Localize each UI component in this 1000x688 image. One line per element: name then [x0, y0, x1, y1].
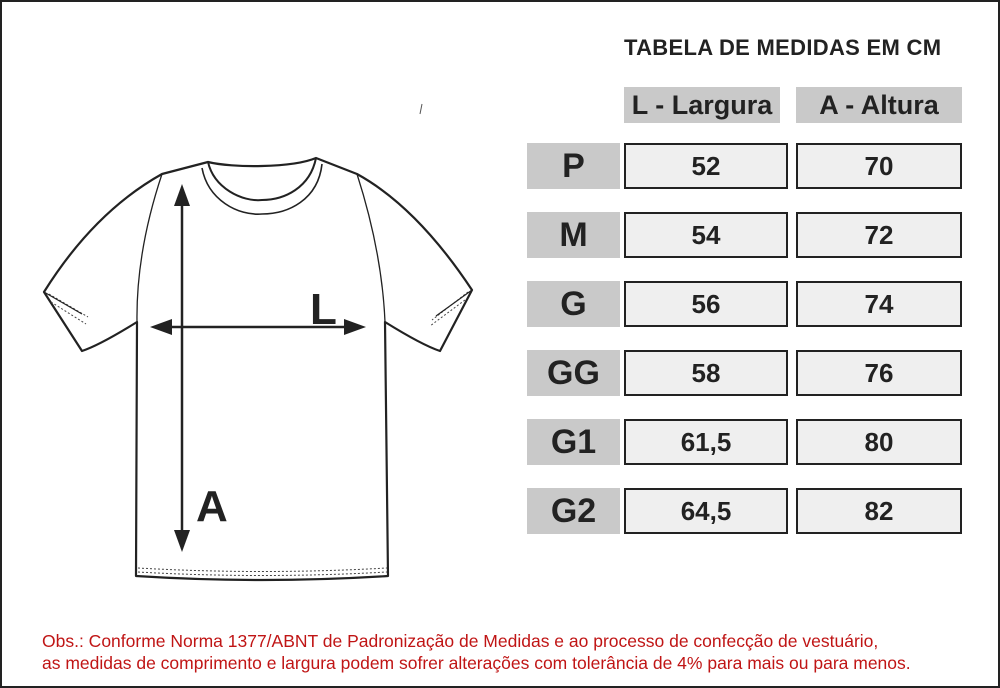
width-value: 58 [624, 350, 788, 396]
width-value: 61,5 [624, 419, 788, 465]
height-value: 82 [796, 488, 962, 534]
note-line-1: Obs.: Conforme Norma 1377/ABNT de Padronização de Medidas e ao processo de confecção de vestuário, [42, 631, 879, 651]
size-label: GG [527, 350, 620, 396]
tshirt-outline [44, 158, 472, 580]
height-value: 80 [796, 419, 962, 465]
chart-title: TABELA DE MEDIDAS EM CM [624, 35, 942, 60]
size-label: G [527, 281, 620, 327]
height-value: 74 [796, 281, 962, 327]
height-value: 70 [796, 143, 962, 189]
column-header-width: L - Largura [624, 87, 780, 123]
column-header-height: A - Altura [796, 87, 962, 123]
width-value: 56 [624, 281, 788, 327]
width-value: 54 [624, 212, 788, 258]
width-value: 52 [624, 143, 788, 189]
width-value: 64,5 [624, 488, 788, 534]
height-label: A [196, 482, 228, 531]
size-label: M [527, 212, 620, 258]
measurement-note [42, 630, 982, 674]
size-label: P [527, 143, 620, 189]
tshirt-diagram [32, 102, 492, 602]
note-line-2: as medidas de comprimento e largura podem sofrer alterações com tolerância de 4% para mais ou para menos. [42, 653, 911, 673]
size-label: G1 [527, 419, 620, 465]
width-label: L [310, 285, 337, 334]
size-label: G2 [527, 488, 620, 534]
height-value: 72 [796, 212, 962, 258]
height-value: 76 [796, 350, 962, 396]
